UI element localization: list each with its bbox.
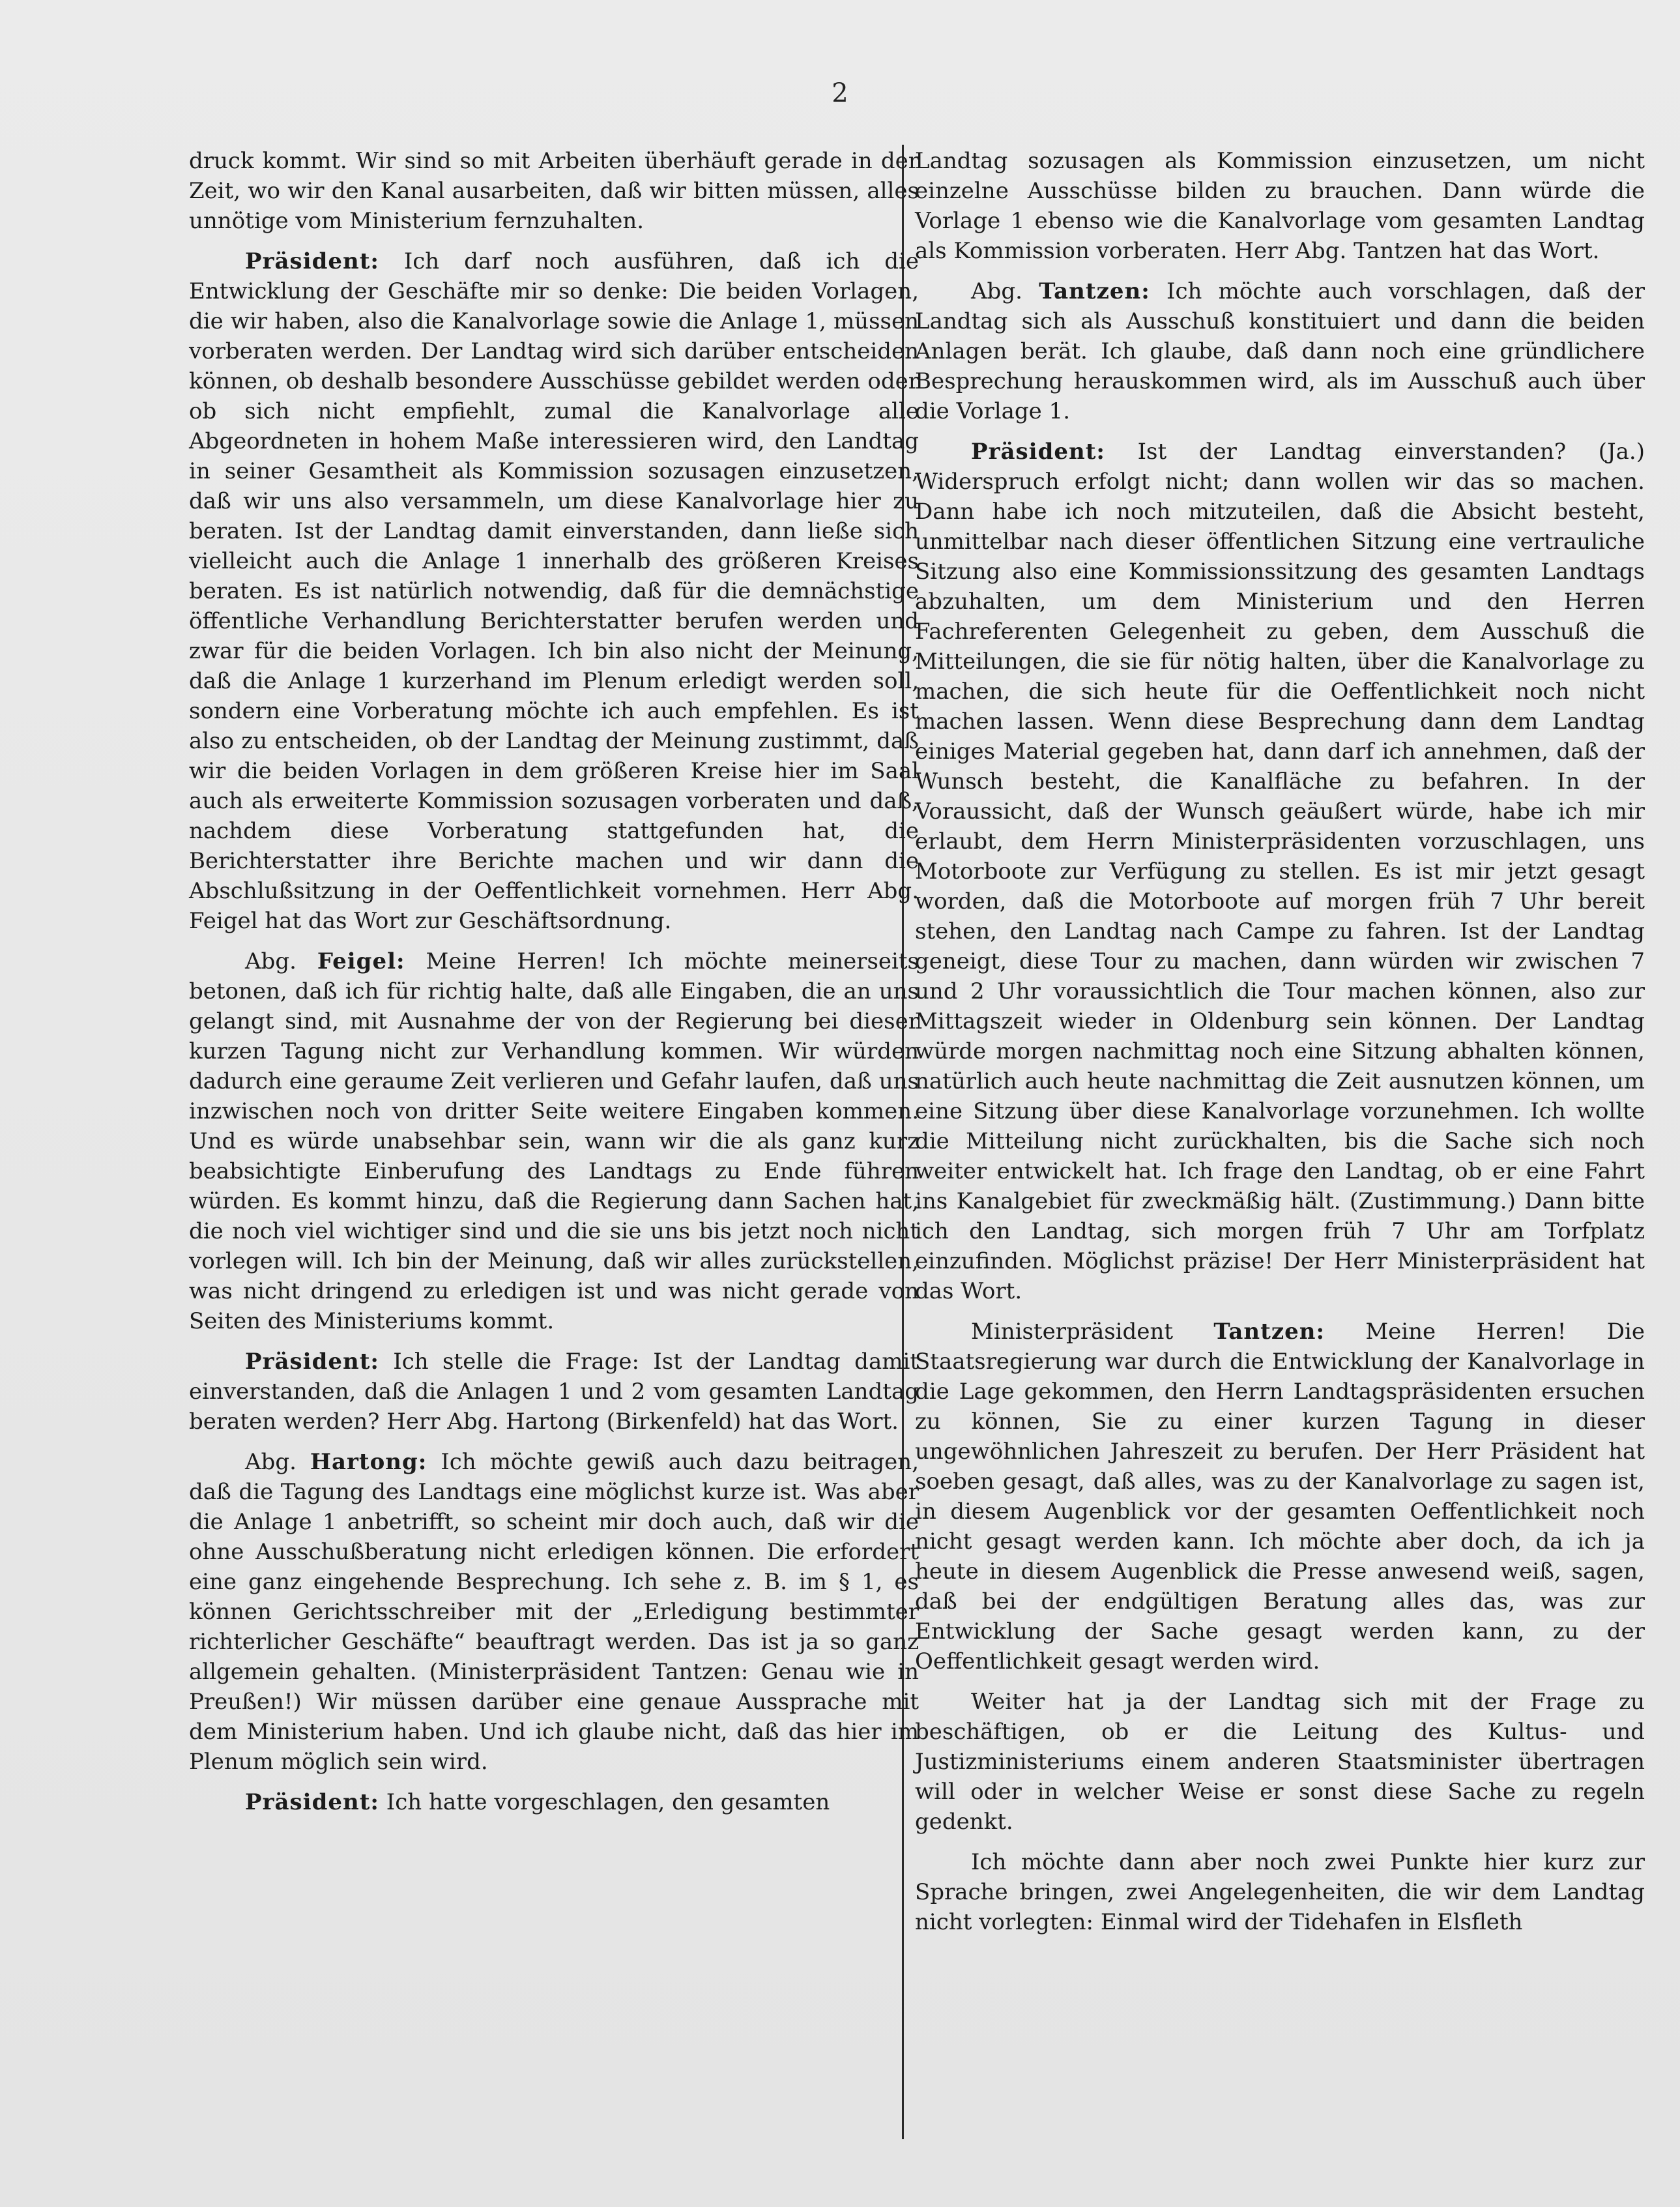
- paragraph-text: druck kommt. Wir sind so mit Arbeiten überhäuft gerade in der Zeit, wo wir den Kanal ausarbeiten, daß wir bitten müssen, alles unnötige vom Ministerium fernzuhalten.: [189, 148, 919, 234]
- right-paragraph: [915, 146, 1645, 266]
- speaker-name: Präsident:: [245, 248, 379, 274]
- speaker-name: Präsident:: [245, 1349, 379, 1375]
- paragraph-text: Ich stelle die Frage: Ist der Landtag damit einverstanden, daß die Anlagen 1 und 2 vom gesamten Landtag beraten werden? Herr Abg. Hartong (Birkenfeld) hat das Wort.: [189, 1349, 919, 1435]
- left-paragraph: [189, 1787, 919, 1817]
- paragraph-text: Weiter hat ja der Landtag sich mit der Frage zu beschäftigen, ob er die Leitung des Kultus- und Justizministeriums einem anderen Staatsminister übertragen will oder in welcher Weise er sonst diese Sache zu regeln gedenkt.: [915, 1689, 1645, 1835]
- left-column: [189, 146, 919, 1828]
- right-paragraph: [915, 276, 1645, 426]
- speaker-title: Abg.: [245, 1449, 310, 1475]
- right-paragraph: [915, 437, 1645, 1306]
- left-paragraph: [189, 1347, 919, 1437]
- speaker-title: Abg.: [971, 278, 1039, 304]
- right-paragraph: [915, 1687, 1645, 1837]
- paragraph-text: Ich möchte dann aber noch zwei Punkte hier kurz zur Sprache bringen, zwei Angelegenheiten, die wir dem Landtag nicht vorlegten: Einmal wird der Tidehafen in Elsfleth: [915, 1849, 1645, 1935]
- speaker-name: Präsident:: [245, 1789, 379, 1815]
- left-paragraph: [189, 1447, 919, 1777]
- right-paragraph: [915, 1847, 1645, 1937]
- speaker-name: Hartong:: [310, 1449, 427, 1475]
- right-column: [915, 146, 1645, 1948]
- speaker-name: Präsident:: [971, 439, 1105, 465]
- paragraph-text: Ich möchte auch vorschlagen, daß der Landtag sich als Ausschuß konstituiert und dann die beiden Anlagen berät. Ich glaube, daß dann noch eine gründlichere Besprechung herauskommen wird, als im Ausschuß auch über die Vorlage 1.: [915, 278, 1645, 424]
- speaker-name: Tantzen:: [1039, 278, 1150, 304]
- page-number: 2: [832, 78, 848, 108]
- speaker-title: Abg.: [245, 948, 317, 974]
- left-paragraph: [189, 146, 919, 236]
- left-paragraph: [189, 946, 919, 1336]
- paragraph-text: Meine Herren! Die Staatsregierung war durch die Entwicklung der Kanalvorlage in die Lage gekommen, den Herrn Landtagspräsidenten ersuchen zu können, Sie zu einer kurzen Tagung in dieser ungewöhnlichen Jahreszeit zu berufen. Der Herr Präsident hat soeben gesagt, daß alles, was zu der Kanalvorlage zu sagen ist, in diesem Augenblick vor der gesamten Oeffentlichkeit noch nicht gesagt werden kann. Ich möchte aber doch, da ich ja heute in diesem Augenblick die Presse anwesend weiß, sagen, daß bei der endgültigen Beratung alles das, was zur Entwicklung der Sache gesagt werden kann, zu der Oeffentlichkeit gesagt werden wird.: [915, 1319, 1645, 1674]
- paragraph-text: Landtag sozusagen als Kommission einzusetzen, um nicht einzelne Ausschüsse bilden zu brauchen. Dann würde die Vorlage 1 ebenso wie die Kanalvorlage vom gesamten Landtag als Kommission vorberaten. Herr Abg. Tantzen hat das Wort.: [915, 148, 1645, 264]
- paragraph-text: Ist der Landtag einverstanden? (Ja.) Widerspruch erfolgt nicht; dann wollen wir das so machen. Dann habe ich noch mitzuteilen, daß die Absicht besteht, unmittelbar nach dieser öffentlichen Sitzung eine vertrauliche Sitzung also eine Kommissionssitzung des gesamten Landtags abzuhalten, um dem Ministerium und den Herren Fachreferenten Gelegenheit zu geben, dem Ausschuß die Mitteilungen, die sie für nötig halten, über die Kanalvorlage zu machen, die sich heute für die Oeffentlichkeit noch nicht machen lassen. Wenn diese Besprechung dann dem Landtag einiges Material gegeben hat, dann darf ich annehmen, daß der Wunsch besteht, die Kanalfläche zu befahren. In der Voraussicht, daß der Wunsch geäußert würde, habe ich mir erlaubt, dem Herrn Ministerpräsidenten vorzuschlagen, uns Motorboote zur Verfügung zu stellen. Es ist mir jetzt gesagt worden, daß die Motorboote auf morgen früh 7 Uhr bereit stehen, den Landtag nach Campe zu fahren. Ist der Landtag geneigt, diese Tour zu machen, dann würden wir zwischen 7 und 2 Uhr voraussichtlich die Tour machen können, also zur Mittagszeit wieder in Oldenburg sein können. Der Landtag würde morgen nachmittag noch eine Sitzung abhalten können, natürlich auch heute nachmittag die Zeit ausnutzen können, um eine Sitzung über diese Kanalvorlage vorzunehmen. Ich wollte die Mitteilung nicht zurückhalten, bis die Sache sich noch weiter entwickelt hat. Ich frage den Landtag, ob er eine Fahrt ins Kanalgebiet für zweckmäßig hält. (Zustimmung.) Dann bitte ich den Landtag, sich morgen früh 7 Uhr am Torfplatz einzufinden. Möglichst präzise! Der Herr Ministerpräsident hat das Wort.: [915, 439, 1645, 1304]
- right-paragraph: [915, 1317, 1645, 1676]
- speaker-title: Ministerpräsident: [971, 1319, 1214, 1345]
- left-paragraph: [189, 246, 919, 936]
- paragraph-text: Ich hatte vorgeschlagen, den gesamten: [379, 1789, 830, 1815]
- speaker-name: Feigel:: [317, 948, 405, 974]
- paragraph-text: Meine Herren! Ich möchte meinerseits betonen, daß ich für richtig halte, daß alle Eingaben, die an uns gelangt sind, mit Ausnahme der von der Regierung bei dieser kurzen Tagung nicht zur Verhandlung kommen. Wir würden dadurch eine geraume Zeit verlieren und Gefahr laufen, daß uns inzwischen noch von dritter Seite weitere Eingaben kommen. Und es würde unabsehbar sein, wann wir die als ganz kurz beabsichtigte Einberufung des Landtags zu Ende führen würden. Es kommt hinzu, daß die Regierung dann Sachen hat, die noch viel wichtiger sind und die sie uns bis jetzt noch nicht vorlegen will. Ich bin der Meinung, daß wir alles zurückstellen, was nicht dringend zu erledigen ist und was nicht gerade von Seiten des Ministeriums kommt.: [189, 948, 919, 1334]
- paragraph-text: Ich möchte gewiß auch dazu beitragen, daß die Tagung des Landtags eine möglichst kurze ist. Was aber die Anlage 1 anbetrifft, so scheint mir doch auch, daß wir die ohne Ausschußberatung nicht erledigen können. Die erfordert eine ganz eingehende Besprechung. Ich sehe z. B. im § 1, es können Gerichtsschreiber mit der „Erledigung bestimmter richterlicher Geschäfte“ beauftragt werden. Das ist ja so ganz allgemein gehalten. (Ministerpräsident Tantzen: Genau wie in Preußen!) Wir müssen darüber eine genaue Aussprache mit dem Ministerium haben. Und ich glaube nicht, daß das hier im Plenum möglich sein wird.: [189, 1449, 919, 1775]
- speaker-name: Tantzen:: [1213, 1319, 1325, 1345]
- paragraph-text: Ich darf noch ausführen, daß ich die Entwicklung der Geschäfte mir so denke: Die beiden Vorlagen, die wir haben, also die Kanalvorlage sowie die Anlage 1, müssen vorberaten werden. Der Landtag wird sich darüber entscheiden können, ob deshalb besondere Ausschüsse gebildet werden oder ob sich nicht empfiehlt, zumal die Kanalvorlage alle Abgeordneten in hohem Maße interessieren wird, den Landtag in seiner Gesamtheit als Kommission sozusagen einzusetzen, daß wir uns also versammeln, um diese Kanalvorlage hier zu beraten. Ist der Landtag damit einverstanden, dann ließe sich vielleicht auch die Anlage 1 innerhalb des größeren Kreises beraten. Es ist natürlich notwendig, daß für die demnächstige öffentliche Verhandlung Berichterstatter berufen werden und zwar für die beiden Vorlagen. Ich bin also nicht der Meinung, daß die Anlage 1 kurzerhand im Plenum erledigt werden soll, sondern eine Vorberatung möchte ich auch empfehlen. Es ist also zu entscheiden, ob der Landtag der Meinung zustimmt, daß wir die beiden Vorlagen in dem größeren Kreise hier im Saal auch als erweiterte Kommission sozusagen vorberaten und daß, nachdem diese Vorberatung stattgefunden hat, die Berichterstatter ihre Berichte machen und wir dann die Abschlußsitzung in der Oeffentlichkeit vornehmen. Herr Abg. Feigel hat das Wort zur Geschäftsordnung.: [189, 248, 919, 934]
